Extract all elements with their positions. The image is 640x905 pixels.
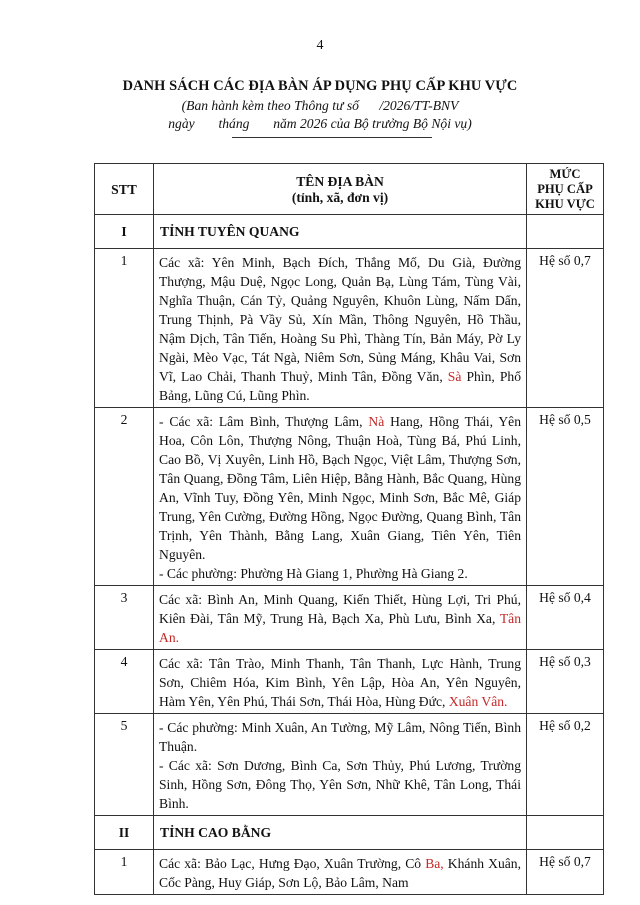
highlighted-commune: Ba, (425, 856, 444, 871)
page-number: 4 (316, 38, 324, 53)
row-communes (154, 249, 527, 408)
header-level-line3: KHU VỰC (535, 197, 595, 211)
document-subtitle-line-2: ngày tháng năm 2026 của Bộ trưởng Bộ Nội vụ) (168, 116, 472, 131)
communes-text-cont: Khánh Xuân, Cốc Pàng, Huy Giáp, Sơn Lộ, Bảo Lâm, Nam (159, 856, 521, 890)
allowance-table (94, 163, 604, 895)
row-stt: 1 (95, 249, 154, 408)
table-row (95, 249, 604, 408)
row-communes (154, 650, 527, 714)
row-communes (154, 850, 527, 895)
header-level (527, 164, 604, 215)
section-name: TỈNH TUYÊN QUANG (154, 215, 527, 249)
section-level (527, 215, 604, 249)
section-name: TỈNH CAO BẰNG (154, 816, 527, 850)
table-row (95, 650, 604, 714)
row-stt: 5 (95, 714, 154, 816)
document-subtitle-line-1: (Ban hành kèm theo Thông tư số /2026/TT-BNV (181, 98, 459, 113)
header-name (154, 164, 527, 215)
header-level-line1: MỨC (549, 167, 581, 181)
row-stt: 2 (95, 408, 154, 586)
document-title: DANH SÁCH CÁC ĐỊA BÀN ÁP DỤNG PHỤ CẤP KHU VỰC (122, 78, 518, 94)
wards-text: - Các phường: Minh Xuân, An Tường, Mỹ Lâm, Nông Tiến, Bình Thuận. (159, 720, 521, 754)
row-stt: 3 (95, 586, 154, 650)
table-row (95, 850, 604, 895)
header-name-line2: (tỉnh, xã, đơn vị) (291, 189, 389, 205)
highlighted-commune: Xuân Vân. (448, 694, 508, 709)
communes-text: Các xã: Tân Trào, Minh Thanh, Tân Thanh, Lực Hành, Trung Sơn, Chiêm Hóa, Kim Bình, Yên Lập, Hòa An, Yên Nguyên, Hàm Yên, Yên Phú, Thái Sơn, Thái Hòa, Hùng Đức, (159, 656, 521, 709)
row-level: Hệ số 0,5 (527, 408, 604, 586)
highlighted-commune: Sà (447, 369, 462, 384)
row-level: Hệ số 0,3 (527, 650, 604, 714)
section-row (95, 215, 604, 249)
table-row (95, 714, 604, 816)
row-stt: 1 (95, 850, 154, 895)
communes-text: Các xã: Bảo Lạc, Hưng Đạo, Xuân Trường, Cô (159, 856, 422, 871)
title-underline (232, 137, 432, 138)
communes-text: Các xã: Bình An, Minh Quang, Kiến Thiết, Hùng Lợi, Tri Phú, Kiên Đài, Tân Mỹ, Trung Hà, Bạch Xa, Phù Lưu, Bình Xa, (159, 592, 521, 626)
communes-text-cont: Phìn, Phố Bảng, Lũng Cú, Lũng Phìn. (159, 369, 521, 403)
header-level-line2: PHỤ CẤP (537, 182, 593, 196)
highlighted-commune: Tân An. (159, 611, 522, 645)
communes-text: - Các xã: Lâm Bình, Thượng Lâm, (159, 414, 363, 429)
row-communes (154, 714, 527, 816)
communes-text-cont: Hang, Hồng Thái, Yên Hoa, Côn Lôn, Thượng Nông, Thuận Hoà, Tùng Bá, Phú Linh, Cao Bồ, Vị Xuyên, Linh Hồ, Bạch Ngọc, Việt Lâm, Thượng Sơn, Tân Quang, Đồng Tâm, Liên Hiệp, Bằng Hành, Bắc Quang, Hùng An, Vĩnh Tuy, Đồng Yên, Minh Ngọc, Minh Sơn, Bắc Mê, Giáp Trung, Yên Cường, Đường Hồng, Ngọc Đường, Quang Bình, Tân Trịnh, Yên Thành, Bằng Lang, Xuân Giang, Tiên Yên, Tiên Nguyên. (159, 414, 521, 562)
section-stt: II (95, 816, 154, 850)
row-level: Hệ số 0,7 (527, 850, 604, 895)
row-level: Hệ số 0,4 (527, 586, 604, 650)
highlighted-commune: Nà (368, 414, 385, 429)
row-stt: 4 (95, 650, 154, 714)
row-communes (154, 408, 527, 586)
row-level: Hệ số 0,7 (527, 249, 604, 408)
row-communes (154, 586, 527, 650)
section-stt: I (95, 215, 154, 249)
table-row (95, 408, 604, 586)
communes-text: Các xã: Yên Minh, Bạch Đích, Thắng Mố, Du Già, Đường Thượng, Mậu Duệ, Ngọc Long, Quản Bạ, Lùng Tám, Tùng Vài, Nghĩa Thuận, Cán Tỷ, Quảng Nguyên, Khuôn Lùng, Nấm Dẩn, Trung Thịnh, Pà Vầy Sủ, Xín Mần, Thông Nguyên, Hồ Thầu, Nậm Dịch, Tân Tiến, Hoàng Su Phì, Thàng Tín, Bản Máy, Pờ Ly Ngài, Mèo Vạc, Tát Ngà, Niêm Sơn, Sủng Máng, Khâu Vai, Sơn Vĩ, Lao Chải, Thanh Thuỷ, Minh Tân, Đồng Văn, (159, 255, 521, 384)
section-level (527, 816, 604, 850)
header-name-line1: TÊN ĐỊA BÀN (296, 173, 384, 189)
header-stt: STT (95, 164, 154, 215)
table-row (95, 586, 604, 650)
table-header-row (95, 164, 604, 215)
section-row (95, 816, 604, 850)
row-level: Hệ số 0,2 (527, 714, 604, 816)
communes-text: - Các xã: Sơn Dương, Bình Ca, Sơn Thủy, Phú Lương, Trường Sinh, Hồng Sơn, Đông Thọ, Yên Sơn, Nhữ Khê, Tân Long, Thái Bình. (159, 758, 521, 811)
wards-text: - Các phường: Phường Hà Giang 1, Phường Hà Giang 2. (159, 566, 468, 581)
